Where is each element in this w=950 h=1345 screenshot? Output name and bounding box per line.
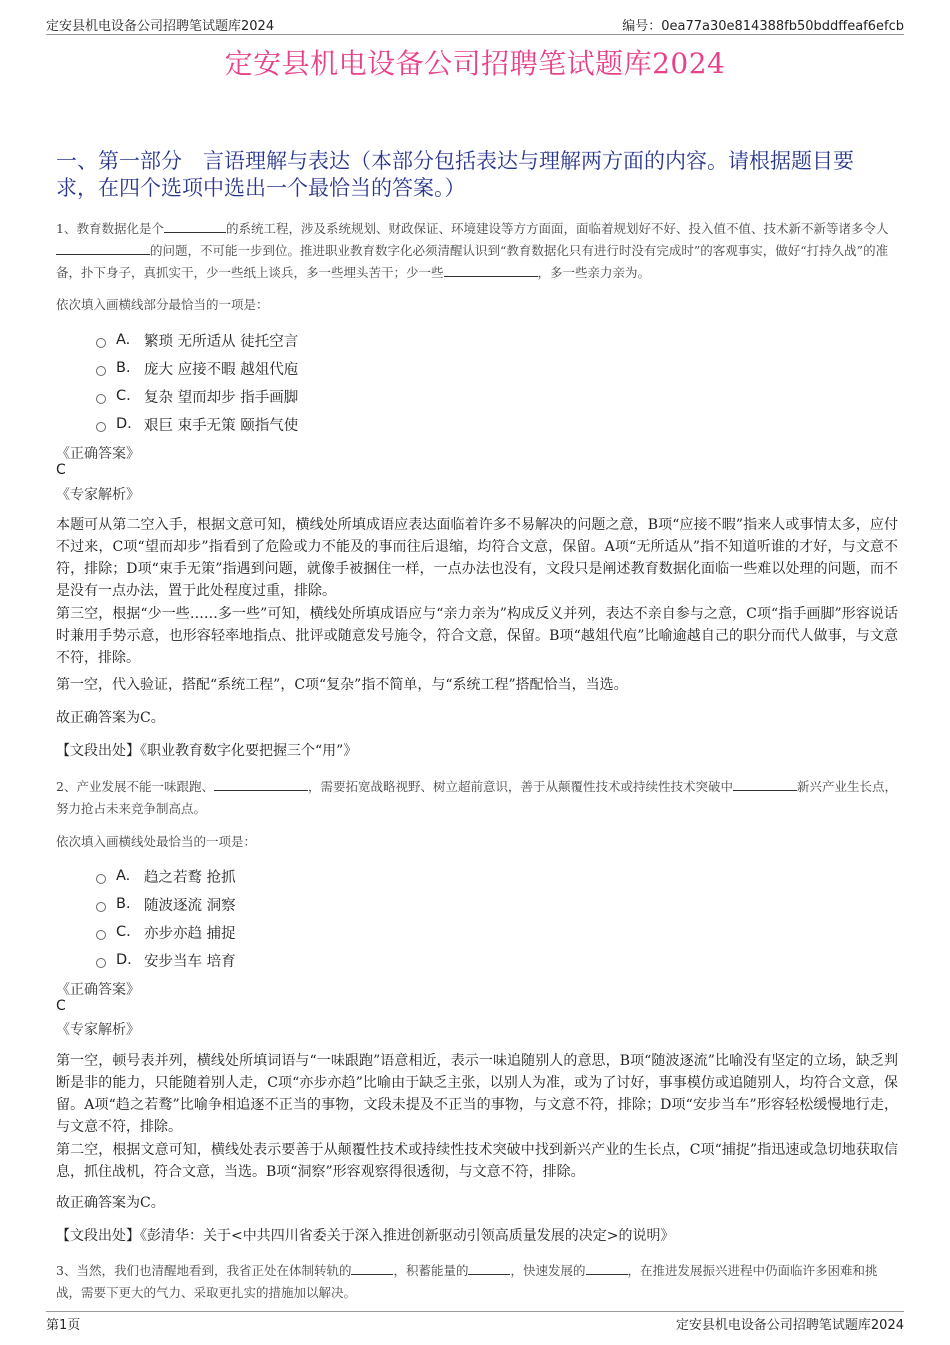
- question-3-part-1: 3、当然，我们也清醒地看到，我省正处在体制转轨的: [56, 1263, 352, 1278]
- question-3-part-3: ，快速发展的: [510, 1263, 586, 1278]
- question-1-part-3: 的问题，不可能一步到位。推进职业教育数字化必须清醒认识到“教育数据化只有进行时没有完成时”的客观事实，做好“打持久战”的准备，扑下身子，真抓实干，少一些纸上谈兵，多一些埋头苦干；少一些: [56, 243, 889, 280]
- question-2-part-1: 2、产业发展不能一味跟跑、: [56, 779, 214, 794]
- question-1-part-1: 1、教育数据化是个: [56, 221, 164, 236]
- blank-line: [351, 1262, 393, 1275]
- blank-line: [214, 778, 308, 791]
- footer-doc-title: 定安县机电设备公司招聘笔试题库2024: [675, 1318, 904, 1333]
- option-b[interactable]: B. 随波逐流 洞察: [96, 890, 236, 918]
- analysis-paragraph: 第一空，顿号表并列，横线处所填词语与“一味跟跑”语意相近，表示一味追随别人的意思，B项“随波逐流”比喻没有坚定的立场，缺乏判断是非的能力，只能随着别人走，C项“亦步亦趋”比喻由于缺乏主张，以别人为准，或为了讨好，事事模仿或追随别人，均符合文意，保留。A项“趋之若鹜”比喻争相追逐不正当的事物，文段未提及不正当的事物，与文意不符，排除；D项“安步当车”形容轻松缓慢地行走，与文意不符，排除。: [56, 1053, 898, 1135]
- header-doc-number: 编号：0ea77a30e814388fb50bddffeaf6efcb: [622, 19, 904, 34]
- radio-icon[interactable]: [96, 394, 106, 404]
- answer-label: 《正确答案》: [56, 446, 140, 462]
- question-1-options: [96, 326, 298, 438]
- option-b[interactable]: B. 庞大 应接不暇 越俎代庖: [96, 354, 298, 382]
- blank-line: [164, 220, 226, 233]
- blank-line: [444, 264, 538, 277]
- analysis-paragraph: 第一空，代入验证，搭配“系统工程”，C项“复杂”指不简单，与“系统工程”搭配恰当，当选。: [56, 677, 628, 693]
- source-citation: 【文段出处】《职业教育数字化要把握三个“用”》: [56, 743, 358, 759]
- question-2-text: [56, 776, 900, 820]
- radio-icon[interactable]: [96, 366, 106, 376]
- page-header: [46, 14, 904, 35]
- section-heading: 一、第一部分 言语理解与表达（本部分包括表达与理解两方面的内容。请根据题目要求，在四个选项中选出一个最恰当的答案。）: [56, 149, 854, 200]
- option-d[interactable]: D. 艰巨 束手无策 颐指气使: [96, 410, 298, 438]
- question-1-part-2: 的系统工程，涉及系统规划、财政保证、环境建设等方方面面，面临着规划好不好、投入值不值、技术新不新等诸多令人: [225, 221, 889, 236]
- blank-line: [468, 1262, 510, 1275]
- radio-icon[interactable]: [96, 874, 106, 884]
- analysis-paragraph: 本题可从第二空入手，根据文意可知，横线处所填成语应表达面临着许多不易解决的问题之意，B项“应接不暇”指来人或事情太多，应付不过来，C项“望而却步”指看到了危险或力不能及的事而往后退缩，均符合文意，保留。A项“无所适从”指不知道听谁的才好，与文意不符，排除；D项“束手无策”指遇到问题，就像手被捆住一样，一点办法也没有，文段只是阐述教育数据化面临一些难以处理的问题，而不是没有一点办法，置于此处程度过重，排除。: [56, 517, 898, 599]
- page-number: 第1页: [46, 1318, 81, 1333]
- question-1-part-4: ，多一些亲力亲为。: [537, 265, 651, 280]
- blank-line: [56, 242, 150, 255]
- analysis-label: 《专家解析》: [56, 487, 140, 503]
- radio-icon[interactable]: [96, 422, 106, 432]
- radio-icon[interactable]: [96, 338, 106, 348]
- analysis-paragraph: 第二空，根据文意可知，横线处表示要善于从颠覆性技术或持续性技术突破中找到新兴产业的生长点，C项“捕捉”指迅速或急切地获取信息，抓住战机，符合文意，当选。B项“洞察”形容观察得很透彻，与文意不符，排除。: [56, 1142, 898, 1180]
- blank-line: [586, 1262, 628, 1275]
- answer-conclusion: 故正确答案为C。: [56, 1195, 165, 1211]
- analysis-paragraph: 第三空，根据“少一些……多一些”可知，横线处所填成语应与“亲力亲为”构成反义并列，表达不亲自参与之意，C项“指手画脚”形容说话时兼用手势示意，也形容轻率地指点、批评或随意发号施令，符合文意，保留。B项“越俎代庖”比喻逾越自己的职分而代人做事，与文意不符，排除。: [56, 606, 898, 666]
- question-2-options: [96, 862, 236, 974]
- question-2-part-3: 新兴产业生长点，努力抢占未来竞争制高点。: [56, 779, 897, 816]
- question-2-prompt: 依次填入画横线处最恰当的一项是：: [56, 834, 257, 849]
- answer-label: 《正确答案》: [56, 982, 140, 998]
- source-citation: 【文段出处】《彭清华：关于<中共四川省委关于深入推进创新驱动引领高质量发展的决定>的说明》: [56, 1228, 675, 1244]
- answer-value: C: [56, 462, 66, 478]
- blank-line: [733, 778, 797, 791]
- analysis-label: 《专家解析》: [56, 1022, 140, 1038]
- answer-conclusion: 故正确答案为C。: [56, 710, 165, 726]
- question-1-prompt: 依次填入画横线部分最恰当的一项是：: [56, 297, 269, 312]
- option-d[interactable]: D. 安步当车 培育: [96, 946, 236, 974]
- question-3-text: [56, 1260, 900, 1304]
- page-footer: [46, 1311, 904, 1334]
- question-2-part-2: ，需要拓宽战略视野、树立超前意识，善于从颠覆性技术或持续性技术突破中: [307, 779, 733, 794]
- radio-icon[interactable]: [96, 902, 106, 912]
- question-1-text: [56, 218, 900, 284]
- header-doc-title: 定安县机电设备公司招聘笔试题库2024: [46, 19, 275, 34]
- page-title: 定安县机电设备公司招聘笔试题库2024: [224, 47, 726, 80]
- question-3-part-4: ，在推进发展振兴进程中仍面临许多困难和挑战，需要下更大的气力、采取更扎实的措施加以解决。: [56, 1263, 878, 1300]
- radio-icon[interactable]: [96, 930, 106, 940]
- option-c[interactable]: C. 复杂 望而却步 指手画脚: [96, 382, 298, 410]
- answer-value: C: [56, 998, 66, 1014]
- option-a[interactable]: A. 趋之若鹜 抢抓: [96, 862, 236, 890]
- question-3-part-2: ，积蓄能量的: [393, 1263, 469, 1278]
- radio-icon[interactable]: [96, 958, 106, 968]
- option-c[interactable]: C. 亦步亦趋 捕捉: [96, 918, 236, 946]
- option-a[interactable]: A. 繁琐 无所适从 徒托空言: [96, 326, 298, 354]
